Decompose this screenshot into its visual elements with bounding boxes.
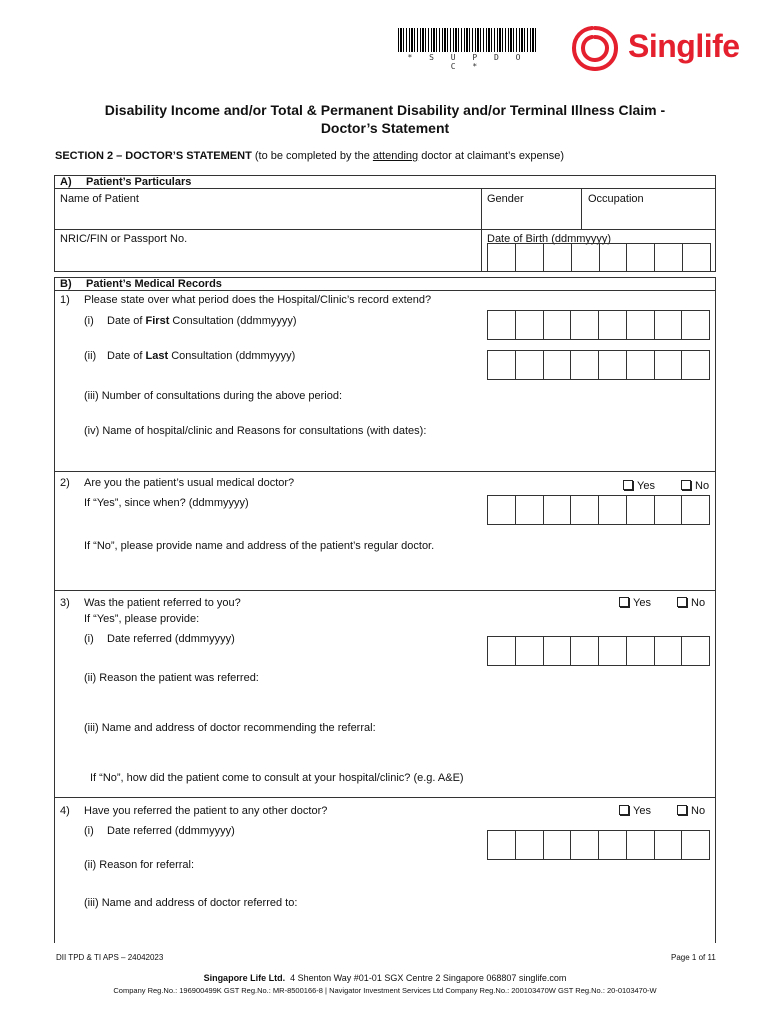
nric-label: NRIC/FIN or Passport No. — [60, 233, 188, 245]
part-b-heading: Patient’s Medical Records — [86, 278, 222, 290]
q1-ii-number: (ii) — [84, 350, 97, 362]
company-line — [0, 973, 770, 983]
q3-no-label: No — [691, 597, 706, 609]
digit-cell[interactable] — [598, 637, 626, 665]
divider — [481, 188, 482, 272]
q4-yes-checkbox[interactable] — [619, 805, 651, 817]
q2-no-label: No — [695, 480, 710, 492]
checkbox-icon — [677, 805, 687, 815]
q4-no-label: No — [691, 805, 706, 817]
q1-i-number: (i) — [84, 315, 94, 327]
digit-cell[interactable] — [488, 244, 515, 272]
digit-cell[interactable] — [488, 351, 515, 379]
q4-iii-label: (iii) Name and address of doctor referred to: — [84, 897, 298, 909]
q2-number: 2) — [60, 477, 70, 489]
digit-cell[interactable] — [515, 496, 543, 524]
q3-iii-label: (iii) Name and address of doctor recommending the referral: — [84, 722, 376, 734]
digit-cell[interactable] — [515, 351, 543, 379]
digit-cell[interactable] — [488, 831, 515, 859]
registration-line: Company Reg.No.: 196900499K GST Reg.No.: MR-8500166-8 | Navigator Investment Services Ltd Company Reg.No.: 200103470W GST Reg.No.: 20-0103470-W — [113, 986, 657, 995]
digit-cell[interactable] — [654, 637, 682, 665]
q3-i-number: (i) — [84, 633, 94, 645]
q1-ii-label — [107, 350, 295, 362]
digit-cell[interactable] — [543, 351, 571, 379]
digit-cell[interactable] — [543, 496, 571, 524]
q1-number: 1) — [60, 294, 70, 306]
divider — [581, 188, 582, 230]
digit-cell[interactable] — [681, 637, 709, 665]
q1-i-bold: First — [145, 315, 170, 327]
digit-cell[interactable] — [488, 311, 515, 339]
brand-name: Singlife — [628, 28, 740, 64]
digit-cell[interactable] — [515, 637, 543, 665]
digit-cell[interactable] — [515, 244, 543, 272]
last-consultation-date-input[interactable] — [487, 350, 710, 380]
q3-text: Was the patient referred to you? — [84, 597, 241, 609]
q3-ii-label: (ii) Reason the patient was referred: — [84, 672, 259, 684]
q2-yes-label: Yes — [637, 480, 655, 492]
digit-cell[interactable] — [654, 831, 682, 859]
digit-cell[interactable] — [626, 244, 654, 272]
q4-yes-label: Yes — [633, 805, 651, 817]
barcode — [398, 28, 536, 52]
checkbox-icon — [619, 805, 629, 815]
digit-cell[interactable] — [543, 244, 571, 272]
digit-cell[interactable] — [543, 637, 571, 665]
digit-cell[interactable] — [626, 351, 654, 379]
checkbox-icon — [681, 480, 691, 490]
divider — [54, 229, 716, 230]
digit-cell[interactable] — [626, 637, 654, 665]
digit-cell[interactable] — [626, 496, 654, 524]
q3-if-no: If “No”, how did the patient come to consult at your hospital/clinic? (e.g. A&E) — [90, 772, 464, 784]
gender-label: Gender — [487, 193, 524, 205]
page-number: Page 1 of 11 — [671, 953, 716, 962]
section-heading — [55, 150, 564, 162]
q1-iii-label: (iii) Number of consultations during the above period: — [84, 390, 343, 402]
digit-cell[interactable] — [570, 831, 598, 859]
digit-cell[interactable] — [654, 311, 682, 339]
digit-cell[interactable] — [598, 311, 626, 339]
digit-cell[interactable] — [681, 311, 709, 339]
divider — [54, 290, 716, 291]
digit-cell[interactable] — [626, 831, 654, 859]
divider — [54, 471, 716, 472]
q4-ii-label: (ii) Reason for referral: — [84, 859, 195, 871]
title-line-2: Doctor’s Statement — [320, 120, 450, 136]
first-consultation-date-input[interactable] — [487, 310, 710, 340]
q1-i-pre: Date of — [107, 315, 146, 327]
digit-cell[interactable] — [598, 496, 626, 524]
q3-i-label: Date referred (ddmmyyyy) — [107, 633, 235, 645]
q2-text: Are you the patient’s usual medical doctor? — [84, 477, 295, 489]
q4-text: Have you referred the patient to any other doctor? — [84, 805, 328, 817]
company-address: 4 Shenton Way #01-01 SGX Centre 2 Singapore 068807 singlife.com — [290, 973, 567, 983]
title-line-1: Disability Income and/or Total & Permanent Disability and/or Terminal Illness Claim - — [104, 102, 666, 118]
q4-no-checkbox[interactable] — [677, 805, 705, 817]
q2-if-yes: If “Yes”, since when? (ddmmyyyy) — [84, 497, 249, 509]
q1-ii-bold: Last — [145, 350, 169, 362]
digit-cell[interactable] — [570, 351, 598, 379]
digit-cell[interactable] — [570, 496, 598, 524]
q4-i-label: Date referred (ddmmyyyy) — [107, 825, 235, 837]
form-title — [40, 101, 730, 137]
digit-cell[interactable] — [654, 496, 682, 524]
digit-cell[interactable] — [599, 244, 627, 272]
company-name: Singapore Life Ltd. — [203, 973, 286, 983]
q1-ii-post: Consultation (ddmmyyyy) — [168, 350, 296, 362]
q1-i-post: Consultation (ddmmyyyy) — [169, 315, 297, 327]
referral-date-input[interactable] — [487, 830, 710, 860]
divider — [54, 188, 716, 189]
digit-cell[interactable] — [543, 831, 571, 859]
q3-no-checkbox[interactable] — [677, 597, 705, 609]
digit-cell[interactable] — [654, 244, 682, 272]
digit-cell[interactable] — [681, 351, 709, 379]
section-note-pre: (to be completed by the — [251, 150, 373, 162]
singlife-logo-icon — [566, 24, 624, 74]
digit-cell[interactable] — [543, 311, 571, 339]
q1-text: Please state over what period does the Hospital/Clinic’s record extend? — [84, 294, 432, 306]
digit-cell[interactable] — [570, 637, 598, 665]
divider — [54, 797, 716, 798]
q4-i-number: (i) — [84, 825, 94, 837]
divider — [54, 590, 716, 591]
q3-number: 3) — [60, 597, 70, 609]
dob-label: Date of Birth (ddmmyyyy) — [487, 233, 612, 245]
q3-yes-checkbox[interactable] — [619, 597, 651, 609]
section-note-underlined: attending — [372, 150, 419, 162]
part-a-heading: Patient’s Particulars — [86, 176, 192, 188]
digit-cell[interactable] — [654, 351, 682, 379]
digit-cell[interactable] — [488, 637, 515, 665]
checkbox-icon — [677, 597, 687, 607]
q3-yes-label: Yes — [633, 597, 651, 609]
digit-cell[interactable] — [571, 244, 599, 272]
q1-iv-label: (iv) Name of hospital/clinic and Reasons for consultations (with dates): — [84, 425, 427, 437]
part-a-letter: A) — [60, 176, 72, 188]
digit-cell[interactable] — [681, 496, 709, 524]
q3-if-yes: If “Yes”, please provide: — [84, 613, 200, 625]
checkbox-icon — [623, 480, 633, 490]
occupation-label: Occupation — [588, 193, 644, 205]
digit-cell[interactable] — [570, 311, 598, 339]
digit-cell[interactable] — [598, 351, 626, 379]
digit-cell[interactable] — [626, 311, 654, 339]
q1-ii-pre: Date of — [107, 350, 146, 362]
barcode-text: * S U P D O C * — [407, 53, 527, 71]
q2-yes-checkbox[interactable] — [623, 480, 655, 492]
q4-number: 4) — [60, 805, 70, 817]
digit-cell[interactable] — [488, 496, 515, 524]
digit-cell[interactable] — [515, 311, 543, 339]
dob-input[interactable] — [487, 243, 711, 272]
q2-if-no: If “No”, please provide name and address of the patient’s regular doctor. — [84, 540, 435, 552]
section-note-post: doctor at claimant’s expense) — [418, 150, 565, 162]
digit-cell[interactable] — [598, 831, 626, 859]
section-label: SECTION 2 – DOCTOR’S STATEMENT — [55, 150, 252, 162]
q1-i-label — [107, 315, 297, 327]
usual-doctor-since-date-input[interactable] — [487, 495, 710, 525]
date-referred-input[interactable] — [487, 636, 710, 666]
q2-no-checkbox[interactable] — [681, 480, 709, 492]
patient-name-label: Name of Patient — [60, 193, 139, 205]
form-code: DII TPD & TI APS – 24042023 — [56, 953, 164, 962]
checkbox-icon — [619, 597, 629, 607]
part-b-letter: B) — [60, 278, 72, 290]
digit-cell[interactable] — [681, 831, 709, 859]
digit-cell[interactable] — [515, 831, 543, 859]
digit-cell[interactable] — [682, 244, 710, 272]
